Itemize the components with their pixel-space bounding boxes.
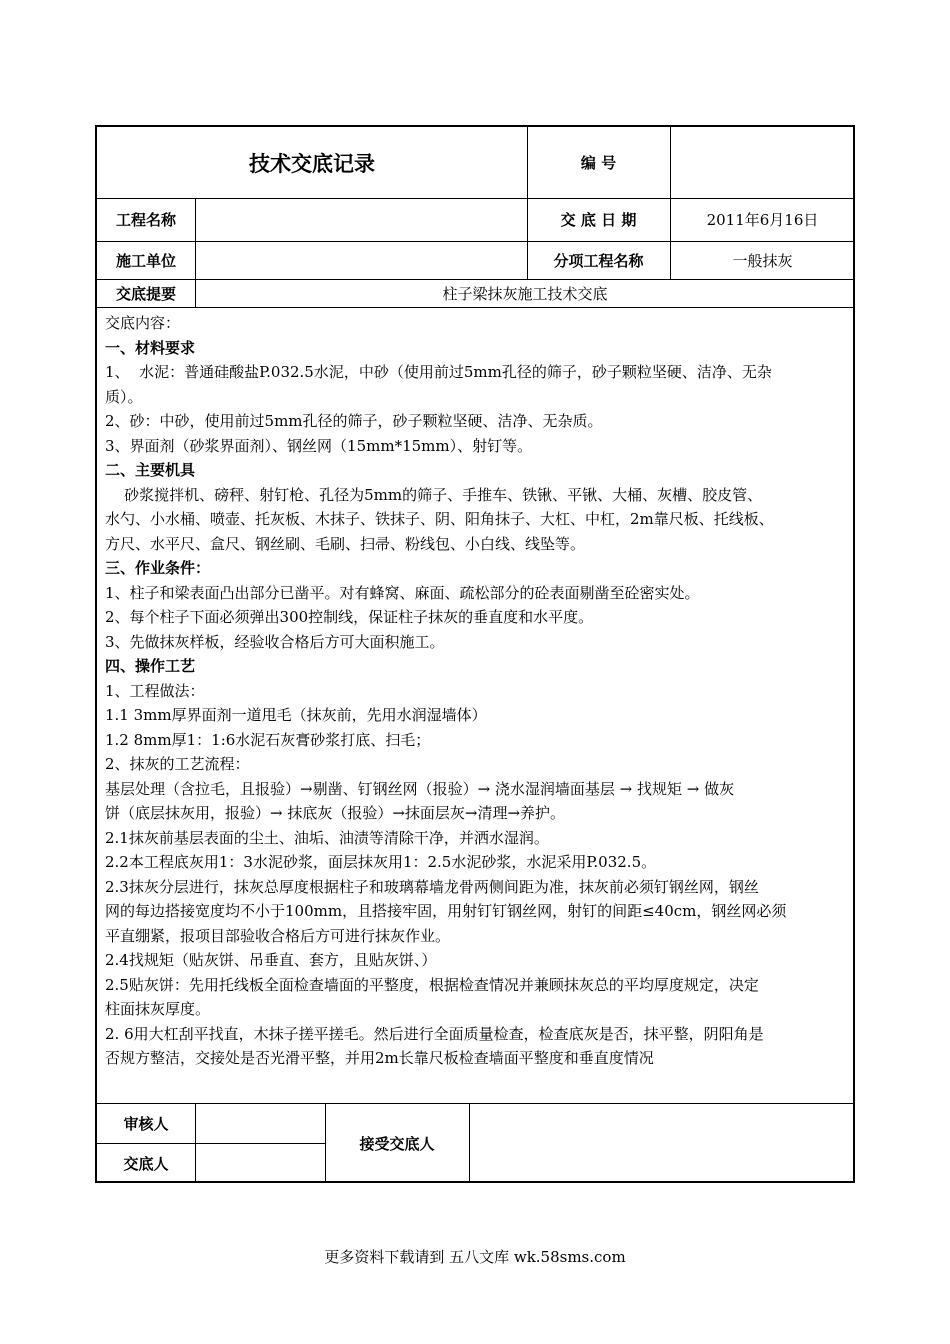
- content-line: 3、先做抹灰样板，经验收合格后方可大面积施工。: [105, 632, 445, 651]
- content-line: 1、 水泥：普通硅酸盐P.032.5水泥，中砂（使用前过5mm孔径的筛子，砂子颗粒坚硬、洁净、无杂: [105, 363, 772, 381]
- content-line: 平直绷紧，报项目部验收合格后方可进行抹灰作业。: [105, 926, 451, 945]
- project-name-label: 工程名称: [115, 211, 176, 229]
- number-label: 编 号: [580, 154, 617, 172]
- reviewer-field[interactable]: [195, 1103, 325, 1143]
- receiver-label: 接受交底人: [359, 1134, 435, 1153]
- section-heading: 三、作业条件：: [105, 559, 211, 577]
- form-title: 技术交底记录: [249, 151, 375, 176]
- content-line: 方尺、水平尺、盒尺、钢丝刷、毛刷、扫帚、粉线包、小白线、线坠等。: [105, 534, 586, 553]
- content-line: 网的每边搭接宽度均不小于100mm，且搭接牢固，用射钉钉钢丝网，射钉的间距≤40cm，钢丝网必须: [105, 902, 787, 920]
- disclosure-form: [95, 125, 855, 1183]
- date-field[interactable]: 2011年6月16日: [706, 211, 819, 229]
- content-line: 1、柱子和梁表面凸出部分已凿平。对有蜂窝、麻面、疏松部分的砼表面剔凿至砼密实处。: [105, 583, 700, 602]
- content-line: 饼（底层抹灰用，报验）→ 抹底灰（报验）→抹面层灰→清理→养护。: [105, 804, 566, 822]
- content-line: 2.4找规矩（贴灰饼、吊垂直、套方，且贴灰饼、）: [105, 951, 437, 969]
- content-line: 砂浆搅拌机、磅秤、射钉枪、孔径为5mm的筛子、手推车、铁锹、平锹、大桶、灰槽、胶皮管、: [105, 485, 763, 504]
- reviewer-label: 审核人: [123, 1114, 169, 1133]
- content-line: 水勺、小水桶、喷壶、托灰板、木抹子、铁抹子、阴、阳角抹子、大杠、中杠，2m靠尺板、托线板、: [105, 510, 774, 528]
- project-name-field[interactable]: [195, 198, 527, 241]
- content-line: 2、抹灰的工艺流程：: [105, 755, 250, 773]
- number-field[interactable]: [670, 127, 855, 198]
- date-label: 交 底 日 期: [560, 211, 637, 229]
- unit-label: 施工单位: [115, 251, 176, 270]
- subproject-label: 分项工程名称: [553, 251, 644, 270]
- content-line: 2、每个柱子下面必须弹出300控制线，保证柱子抹灰的垂直度和水平度。: [105, 608, 594, 626]
- summary-field[interactable]: 柱子梁抹灰施工技术交底: [442, 284, 608, 303]
- section-heading: 二、主要机具: [105, 461, 196, 479]
- disclosure-content: [105, 311, 847, 1071]
- summary-label: 交底提要: [115, 284, 176, 303]
- content-line: 2.5贴灰饼：先用托线板全面检查墙面的平整度，根据检查情况并兼顾抹灰总的平均厚度规定，决定: [105, 975, 759, 994]
- content-line: 1.1 3mm厚界面剂一道甩毛（抹灰前，先用水润湿墙体）: [105, 706, 487, 724]
- unit-field[interactable]: [195, 241, 527, 279]
- content-line: 2.1抹灰前基层表面的尘土、油垢、油渍等清除干净，并洒水湿润。: [105, 828, 549, 847]
- section-heading: 四、操作工艺: [105, 657, 196, 675]
- discloser-label: 交底人: [123, 1154, 169, 1173]
- content-line: 3、界面剂（砂浆界面剂）、钢丝网（15mm*15mm）、射钉等。: [105, 436, 533, 455]
- content-line: 否规方整洁，交接处是否光滑平整，并用2m长靠尺板检查墙面平整度和垂直度情况: [105, 1049, 654, 1067]
- content-line: 2.3抹灰分层进行，抹灰总厚度根据柱子和玻璃幕墙龙骨两侧间距为准，抹灰前必须钉钢丝网，钢丝: [105, 877, 759, 896]
- content-line: 1、工程做法：: [105, 681, 205, 700]
- content-line: 交底内容：: [105, 314, 181, 332]
- section-heading: 一、材料要求: [105, 338, 196, 357]
- content-line: 2、砂：中砂，使用前过5mm孔径的筛子，砂子颗粒坚硬、洁净、无杂质。: [105, 412, 603, 430]
- content-line: 基层处理（含拉毛，且报验）→剔凿、钉钢丝网（报验）→ 浇水湿润墙面基层 → 找规矩 → 做灰: [105, 779, 735, 798]
- subproject-field[interactable]: 一般抹灰: [732, 251, 793, 270]
- content-line: 柱面抹灰厚度。: [105, 1000, 211, 1018]
- content-line: 质）。: [105, 387, 143, 406]
- receiver-field[interactable]: [469, 1103, 855, 1183]
- content-line: 2. 6用大杠刮平找直，木抹子搓平搓毛。然后进行全面质量检查，检查底灰是否，抹平整，阴阳角是: [105, 1024, 764, 1043]
- rule-row-3: [97, 307, 855, 308]
- discloser-field[interactable]: [195, 1143, 325, 1183]
- footer-link[interactable]: 更多资料下载请到 五八文库 wk.58sms.com: [324, 1248, 626, 1266]
- content-line: 2.2本工程底灰用1：3水泥砂浆，面层抹灰用1：2.5水泥砂浆，水泥采用P.032.5。: [105, 853, 657, 871]
- content-line: 1.2 8mm厚1：1:6水泥石灰膏砂浆打底、扫毛；: [105, 730, 431, 749]
